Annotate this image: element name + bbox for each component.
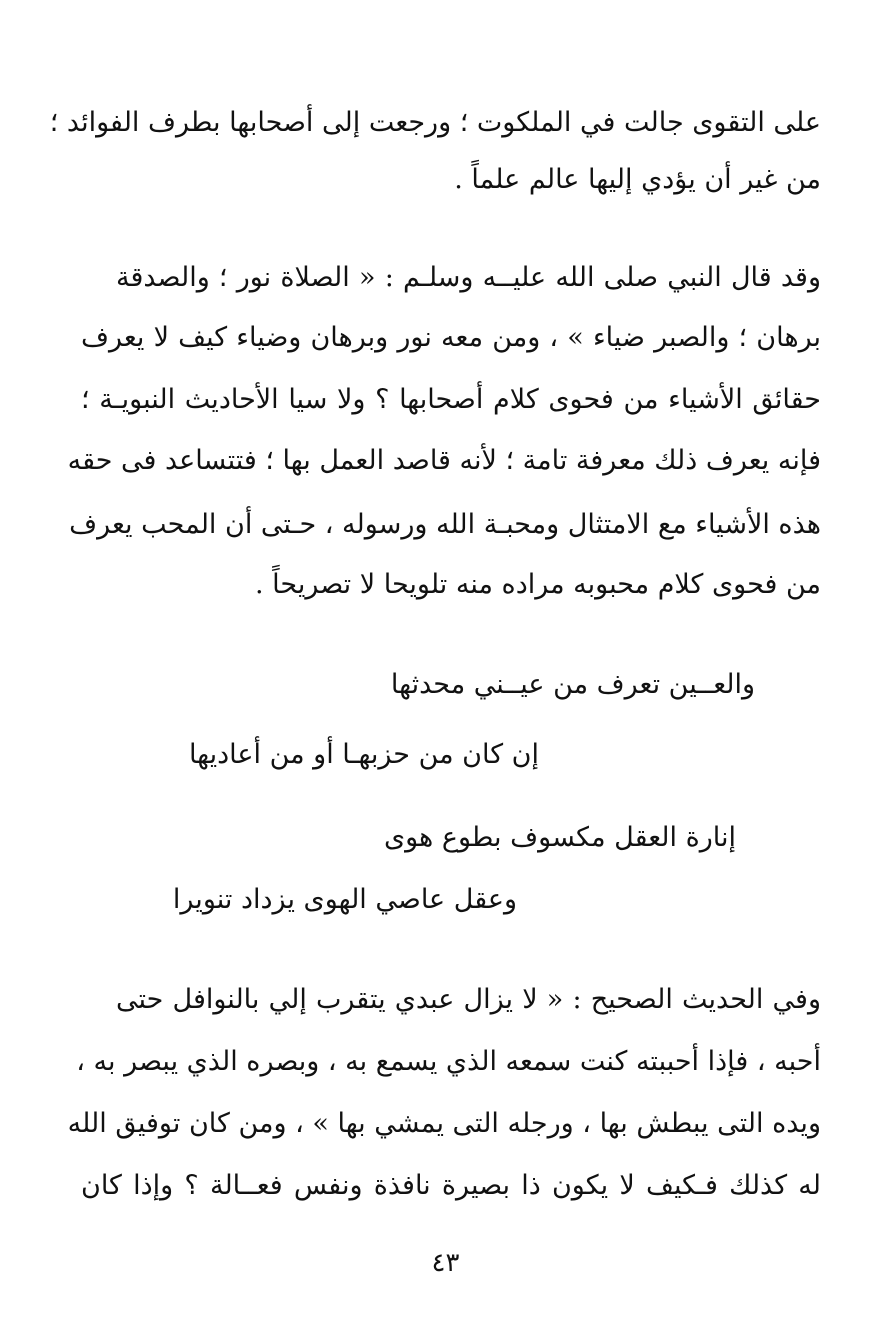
paragraph-3-line-2: أحبه ، فإذا أحببته كنت سمعه الذي يسمع به ، وبصره الذي يبصر به ، (76, 1046, 821, 1077)
paragraph-1-line-1: على التقوى جالت في الملكوت ؛ ورجعت إلى أصحابها بطرف الفوائد ؛ (49, 107, 821, 138)
verse-1-second-hemistich: إن كان من حزبهـا أو من أعاديها (188, 739, 539, 770)
verse-2-second-hemistich: وعقل عاصي الهوى يزداد تنويرا (172, 884, 517, 915)
paragraph-2-line-6: من فحوى كلام محبوبه مراده منه تلويحا لا تصريحاً . (255, 569, 821, 600)
paragraph-2-line-3: حقائق الأشياء من فحوى كلام أصحابها ؟ ولا سيا الأحاديث النبويـة ؛ (81, 384, 821, 415)
paragraph-2-line-4: فإنه يعرف ذلك معرفة تامة ؛ لأنه قاصد العمل بها ؛ فتتساعد فى حقه (67, 445, 821, 476)
paragraph-2-line-2: برهان ؛ والصبر ضياء » ، ومن معه نور وبرهان وضياء كيف لا يعرف (81, 322, 821, 353)
page-number: ٤٣ (431, 1248, 460, 1278)
paragraph-2-line-5: هذه الأشياء مع الامتثال ومحبـة الله ورسوله ، حـتى أن المحب يعرف (69, 509, 821, 540)
verse-2-first-hemistich: إنارة العقل مكسوف بطوع هوى (383, 822, 736, 853)
paragraph-3-line-4: له كذلك فـكيف لا يكون ذا بصيرة نافذة ونفس فعــالة ؟ وإذا كان (81, 1170, 821, 1201)
paragraph-3-line-3: ويده التى يبطش بها ، ورجله التى يمشي بها » ، ومن كان توفيق الله (67, 1108, 821, 1139)
paragraph-3-line-1: وفي الحديث الصحيح : « لا يزال عبدي يتقرب إلي بالنوافل حتى (116, 984, 821, 1015)
paragraph-2-line-1: وقد قال النبي صلى الله عليــه وسلـم : « الصلاة نور ؛ والصدقة (116, 262, 821, 293)
paragraph-1-line-2: من غير أن يؤدي إليها عالم علماً . (454, 164, 821, 195)
verse-1-first-hemistich: والعــين تعرف من عيــني محدثها (390, 669, 755, 700)
